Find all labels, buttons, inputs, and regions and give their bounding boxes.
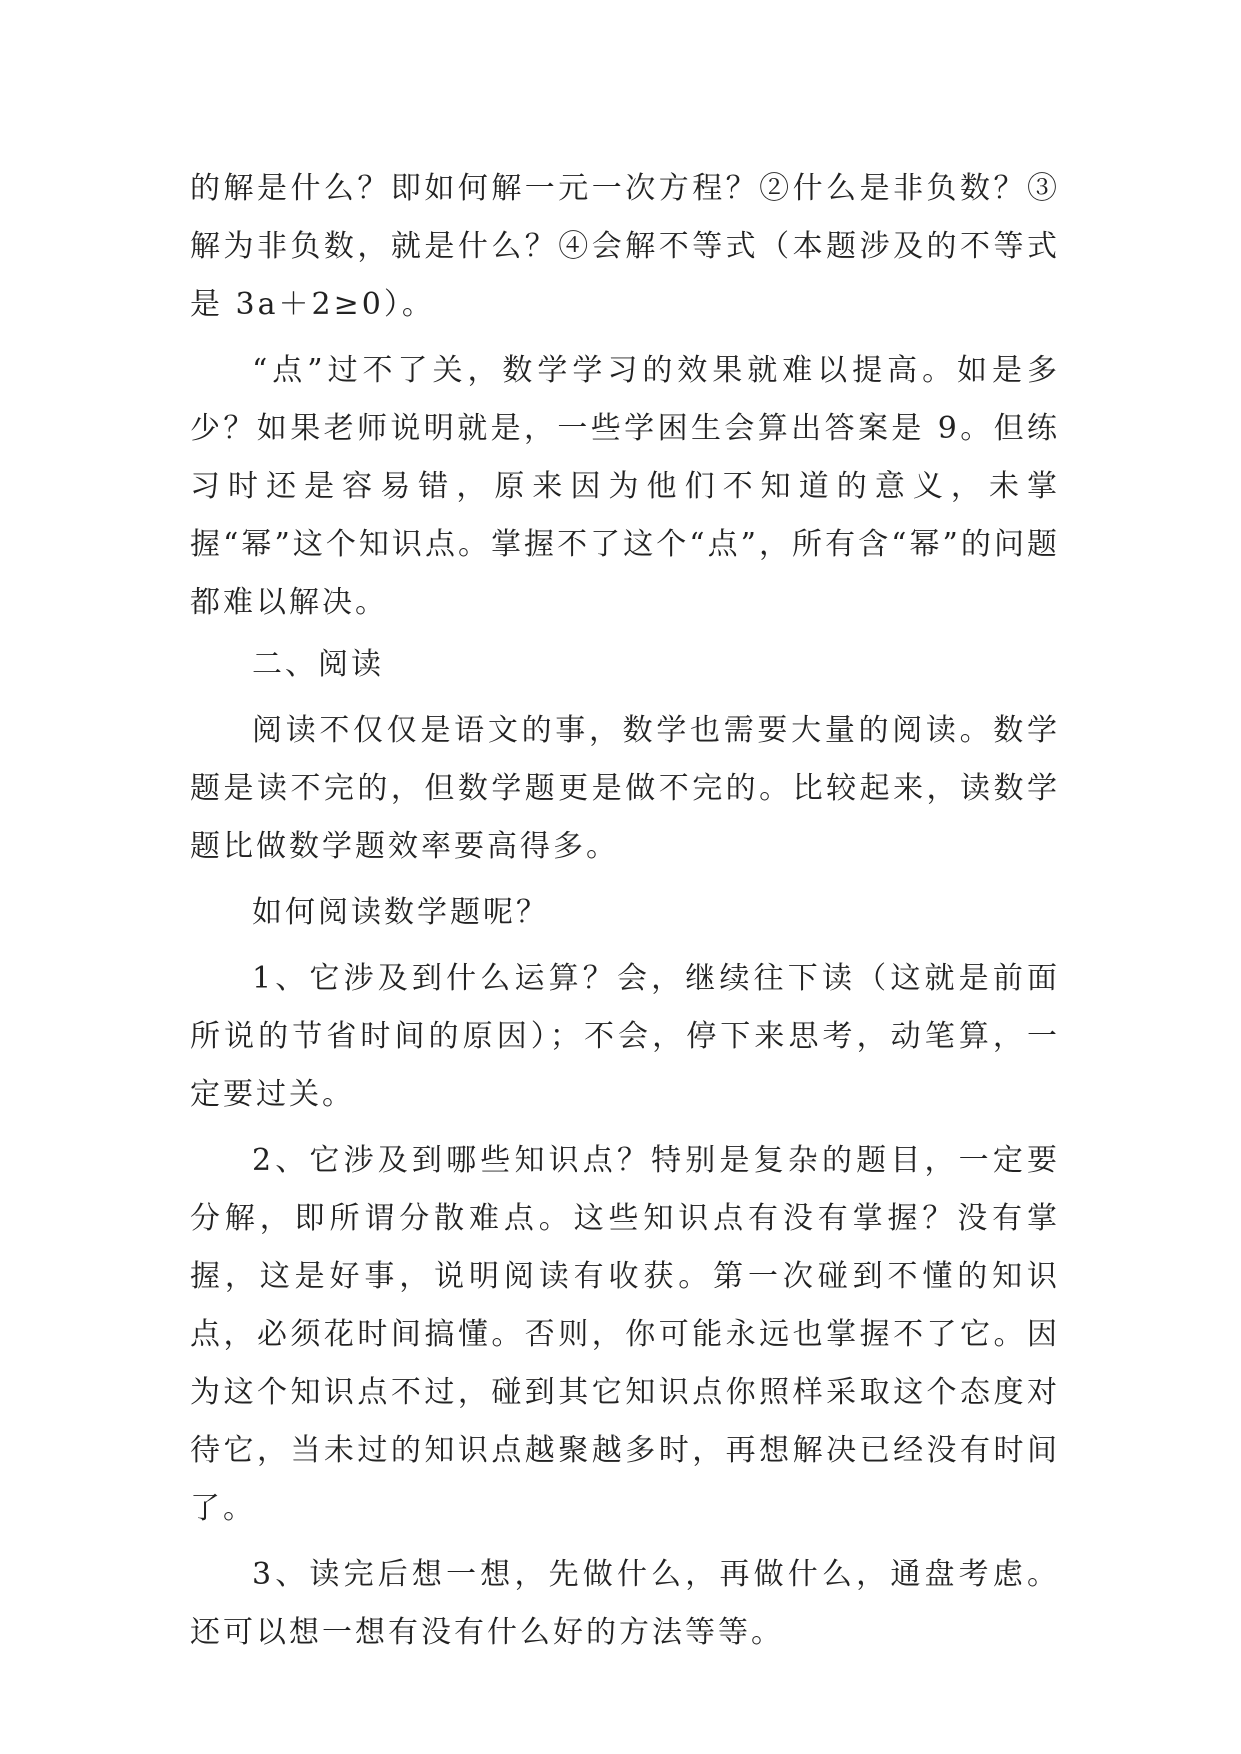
section-heading-reading: 二、阅读	[252, 647, 384, 682]
list-item-step-2: 2、它涉及到哪些知识点？特别是复杂的题目，一定要分解，即所谓分散难点。这些知识点有没有掌握？没有掌握，这是好事，说明阅读有收获。第一次碰到不懂的知识点，必须花时间搞懂。否则，你可能永远也掌握不了它。因为这个知识点不过，碰到其它知识点你照样采取这个态度对待它，当未过的知识点越聚越多时，再想解决已经没有时间了。	[190, 1143, 1060, 1526]
paragraph-continued-questions: 的解是什么？即如何解一元一次方程？②什么是非负数？③解为非负数，就是什么？④会解不等式（本题涉及的不等式是 3a＋2≥0）。	[190, 171, 1060, 322]
paragraph-how-to-read: 如何阅读数学题呢？	[252, 895, 549, 930]
document-body	[190, 160, 1060, 1662]
paragraph-reading-intro: 阅读不仅仅是语文的事，数学也需要大量的阅读。数学题是读不完的，但数学题更是做不完的。比较起来，读数学题比做数学题效率要高得多。	[190, 713, 1060, 864]
paragraph-knowledge-point: “点”过不了关，数学学习的效果就难以提高。如是多少？如果老师说明就是，一些学困生会算出答案是 9。但练习时还是容易错，原来因为他们不知道的意义，未掌握“幂”这个知识点。掌握不了这个“点”，所有含“幂”的问题都难以解决。	[190, 353, 1060, 620]
list-item-step-3: 3、读完后想一想，先做什么，再做什么，通盘考虑。还可以想一想有没有什么好的方法等等。	[190, 1557, 1060, 1650]
list-item-step-1: 1、它涉及到什么运算？会，继续往下读（这就是前面所说的节省时间的原因）；不会，停下来思考，动笔算，一定要过关。	[190, 961, 1060, 1112]
